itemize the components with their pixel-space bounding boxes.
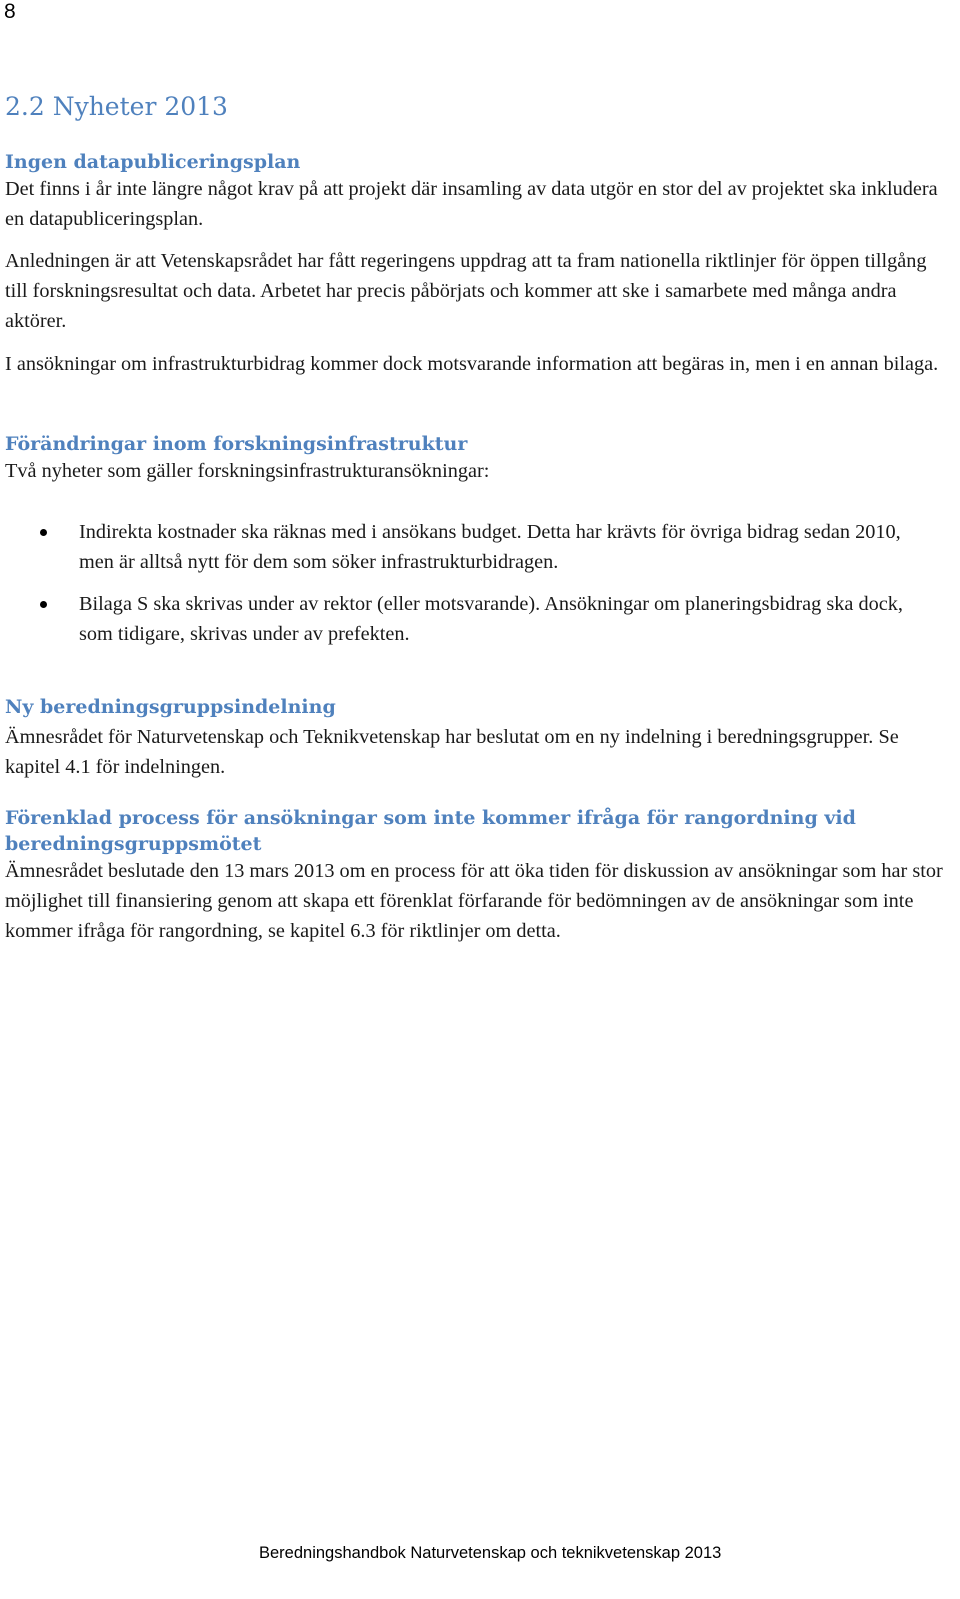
- heading-forskningsinfrastruktur: Förändringar inom forskningsinfrastruktur: [5, 433, 468, 455]
- paragraph: Det finns i år inte längre något krav på att projekt där insamling av data utgör en stor del av projektet ska inkludera en datapubliceringsplan.: [5, 178, 938, 230]
- page-number: 8: [4, 0, 16, 23]
- section-title: 2.2 Nyheter 2013: [5, 92, 228, 121]
- heading-datapubliceringsplan: Ingen datapubliceringsplan: [5, 151, 301, 173]
- paragraph: Ämnesrådet för Naturvetenskap och Teknikvetenskap har beslutat om en ny indelning i beredningsgrupper. Se kapitel 4.1 för indelningen.: [5, 726, 899, 778]
- list-item-text: Bilaga S ska skrivas under av rektor (eller motsvarande). Ansökningar om planeringsbidrag ska dock, som tidigare, skrivas under av prefekten.: [79, 593, 903, 645]
- heading-forenklad-process: Förenklad process för ansökningar som inte kommer ifråga för rangordning vid beredningsgruppsmötet: [5, 807, 856, 855]
- list-item-text: Indirekta kostnader ska räknas med i ansökans budget. Detta har krävts för övriga bidrag sedan 2010, men är alltså nytt för dem som söker infrastrukturbidragen.: [79, 521, 901, 573]
- bullet-icon: [40, 601, 47, 608]
- page-footer: Beredningshandbok Naturvetenskap och teknikvetenskap 2013: [259, 1544, 722, 1562]
- paragraph: I ansökningar om infrastrukturbidrag kommer dock motsvarande information att begäras in, men i en annan bilaga.: [5, 353, 939, 375]
- paragraph-intro: Två nyheter som gäller forskningsinfrastrukturansökningar:: [5, 460, 490, 482]
- bullet-icon: [40, 529, 47, 536]
- heading-beredningsgruppsindelning: Ny beredningsgruppsindelning: [5, 696, 336, 718]
- paragraph: Ämnesrådet beslutade den 13 mars 2013 om en process för att öka tiden för diskussion av ansökningar som har stor möjlighet till finansiering genom att skapa ett förenklat förfarande för bedömningen av de ansökningar som inte kommer ifråga för rangordning, se kapitel 6.3 för riktlinjer om detta.: [5, 860, 943, 942]
- paragraph: Anledningen är att Vetenskapsrådet har fått regeringens uppdrag att ta fram nationella riktlinjer för öppen tillgång till forskningsresultat och data. Arbetet har precis påbörjats och kommer att ske i samarbete med många andra aktörer.: [5, 250, 927, 332]
